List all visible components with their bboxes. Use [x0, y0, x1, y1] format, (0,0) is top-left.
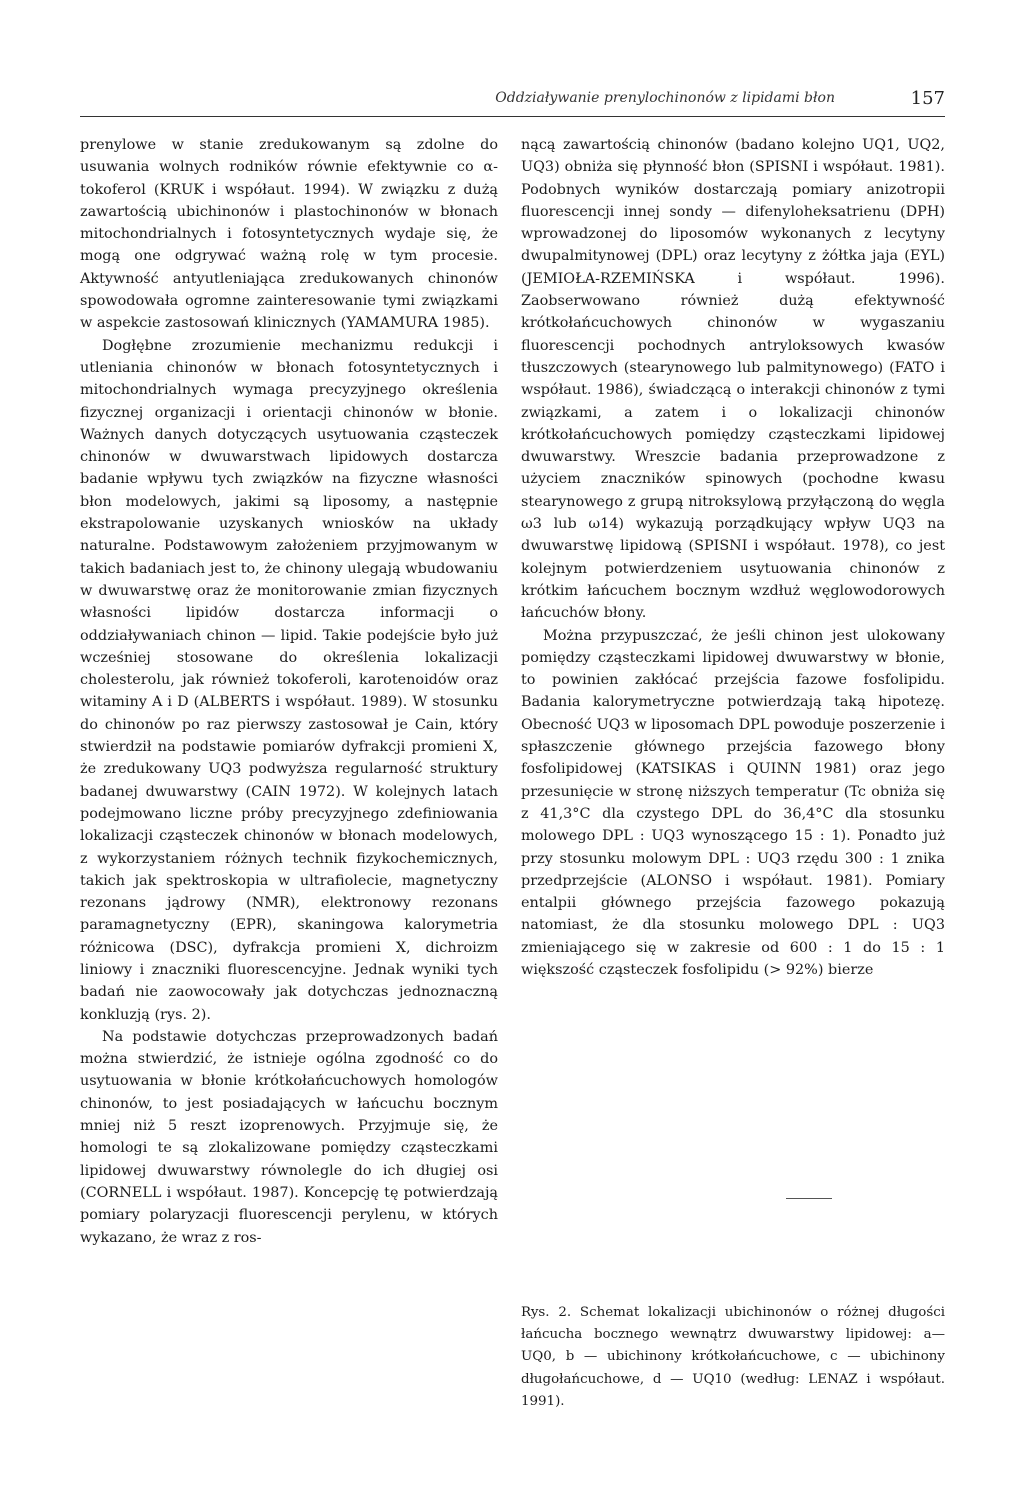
- figure-caption: Rys. 2. Schemat lokalizacji ubichinonów o różnej długości łańcucha bocznego wewnątrz dwuwarstwy lipidowej: a— UQ0, b — ubichinony krótkołańcuchowe, c — ubichinony długołańcuchowe, d — UQ10 (według: LENAZ i współaut. 1991).: [521, 1305, 945, 1409]
- right-paragraph-2: Można przypuszczać, że jeśli chinon jest ulokowany pomiędzy cząsteczkami lipidowej dwuwarstwy w błonie, to powinien zakłócać przejścia fazowe fosfolipidu. Badania kalorymetryczne potwierdzają taką hipotezę. Obecność UQ3 w liposomach DPL powoduje poszerzenie i spłaszczenie głównego przejścia fazowego błony fosfolipidowej (KATSIKAS i QUINN 1981) oraz jego przesunięcie w stronę niższych temperatur (Tc obniża się z 41,3°C dla czystego DPL do 36,4°C dla stosunku molowego DPL : UQ3 wynoszącego 15 : 1). Ponadto już przy stosunku molowym DPL : UQ3 rzędu 300 : 1 znika przedprzejście (ALONSO i współaut. 1981). Pomiary entalpii głównego przejścia fazowego pokazują natomiast, że dla stosunku molowego DPL : UQ3 zmieniającego się w zakresie od 600 : 1 do 15 : 1 większość cząsteczek fosfolipidu (> 92%) bierze: [521, 627, 945, 978]
- left-paragraph-2: Dogłębne zrozumienie mechanizmu redukcji i utleniania chinonów w błonach fotosyntetycznych i mitochondrialnych wymaga precyzyjnego określenia fizycznej organizacji i orientacji chinonów w błonie. Ważnych danych dotyczących usytuowania cząsteczek chinonów w dwuwarstwach lipidowych dostarcza badanie wpływu tych związków na fizyczne własności błon modelowych, jakimi są liposomy, a następnie ekstrapolowanie uzyskanych wniosków na układy naturalne. Podstawowym założeniem przyjmowanym w takich badaniach jest to, że chinony ulegają wbudowaniu w dwuwarstwę oraz że monitorowanie zmian fizycznych własności lipidów dostarcza informacji o oddziaływaniach chinon — lipid. Takie podejście było już wcześniej stosowane do określenia lokalizacji cholesterolu, jak również tokoferoli, karotenoidów oraz witaminy A i D (ALBERTS i współaut. 1989). W stosunku do chinonów po raz pierwszy zastosował je Cain, który stwierdził na podstawie pomiarów dyfrakcji promieni X, że zredukowany UQ3 podwyższa regularność struktury badanej dwuwarstwy (CAIN 1972). W kolejnych latach podejmowano liczne próby precyzyjnego zdefiniowania lokalizacji cząsteczek chinonów w błonach modelowych, z wykorzystaniem różnych technik fizykochemicznych, takich jak spektroskopia w ultrafiolecie, magnetyczny rezonans jądrowy (NMR), elektronowy rezonans paramagnetyczny (EPR), skaningowa kalorymetria różnicowa (DSC), dyfrakcja promieni X, dichroizm liniowy i znaczniki fluorescencyjne. Jednak wyniki tych badań nie zaowocowały jak dotychczas jednoznaczną konkluzją (rys. 2).: [80, 337, 498, 1023]
- running-title: Oddziaływanie prenylochinonów z lipidami błon: [495, 90, 835, 106]
- running-header: [80, 86, 945, 117]
- right-paragraph-1: nącą zawartością chinonów (badano kolejno UQ1, UQ2, UQ3) obniża się płynność błon (SPISNI i współaut. 1981). Podobnych wyników dostarczają pomiary anizotropii fluorescencji innej sondy — difenyloheksatrienu (DPH) wprowadzonej do liposomów wykonanych z lecytyny dwupalmitynowej (DPL) oraz lecytyny z żółtka jaja (EYL) (JEMIOŁA-RZEMIŃSKA i współaut. 1996). Zaobserwowano również dużą efektywność krótkołańcuchowych chinonów w wygaszaniu fluorescencji pochodnych antryloksowych kwasów tłuszczowych (stearynowego lub palmitynowego) (FATO i współaut. 1986), świadczącą o interakcji chinonów z tymi związkami, a zatem i o lokalizacji chinonów krótkołańcuchowych pomiędzy cząsteczkami lipidowej dwuwarstwy. Wreszcie badania przeprowadzone z użyciem znaczników spinowych (pochodne kwasu stearynowego z grupą nitroksylową przyłączoną do węgla ω3 lub ω14) wykazują porządkujący wpływ UQ3 na dwuwarstwę lipidową (SPISNI i współaut. 1978), co jest kolejnym potwierdzeniem usytuowania chinonów z krótkim łańcuchem bocznym wzdłuż węglowodorowych łańcuchów błony.: [521, 137, 945, 622]
- right-column: [521, 134, 945, 981]
- left-paragraph-1: prenylowe w stanie zredukowanym są zdolne do usuwania wolnych rodników równie efektywnie co α-tokoferol (KRUK i współaut. 1994). W związku z dużą zawartością ubichinonów i plastochinonów w błonach mitochondrialnych i fotosyntetycznych wydaje się, że mogą one odgrywać ważną rolę w tym procesie. Aktywność antyutleniająca zredukowanych chinonów spowodowała ogromne zainteresowanie tymi związkami w aspekcie zastosowań klinicznych (YAMAMURA 1985).: [80, 137, 498, 332]
- left-paragraph-3: Na podstawie dotychczas przeprowadzonych badań można stwierdzić, że istnieje ogólna zgodność co do usytuowania w błonie krótkołańcuchowych homologów chinonów, to jest posiadających w łańcuchu bocznym mniej niż 5 reszt izoprenowych. Przyjmuje się, że homologi te są zlokalizowane pomiędzy cząsteczkami lipidowej dwuwarstwy równolegle do ich długiej osi (CORNELL i współaut. 1987). Koncepcję tę potwierdzają pomiary polaryzacji fluorescencji perylenu, w których wykazano, że wraz z ros-: [80, 1028, 498, 1246]
- figure-placeholder-rule: [786, 1198, 832, 1199]
- left-column: [80, 134, 498, 1249]
- page-number: 157: [910, 88, 945, 109]
